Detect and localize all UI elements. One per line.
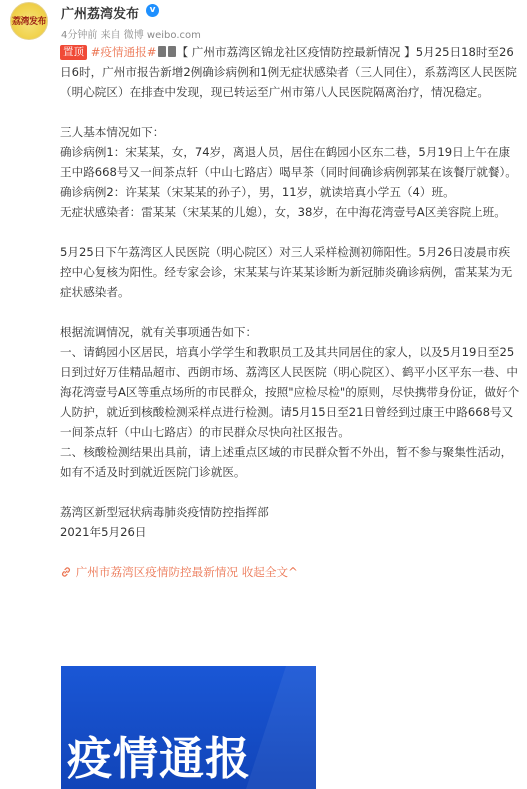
poster-title: 疫情通报 — [67, 732, 252, 785]
speaker-icon — [158, 46, 166, 57]
verified-badge-icon: v — [146, 4, 159, 17]
notice-2: 二、核酸检测结果出具前，请上述重点区域的市民群众暂不外出，暂不参与聚集性活动，如有不适及时到就近医院门诊就医。 — [60, 445, 513, 479]
post-source[interactable]: 微博 weibo.com — [123, 30, 201, 41]
collapse-arrow-icon: ^ — [288, 565, 298, 579]
section-title-notice: 根据流调情况，就有关事项通告如下： — [60, 325, 258, 339]
case-1: 确诊病例1：宋某某，女，74岁，离退人员，居住在鹤园小区东二巷，5月19日上午在康王中路668号又一间茶点轩（中山七路店）喝早茶（同时间确诊病例郭某在该餐厅就餐）。 — [60, 145, 517, 179]
collapse-button[interactable] — [242, 565, 298, 579]
post-meta — [61, 26, 201, 41]
speaker-icon — [168, 46, 176, 57]
account-name[interactable]: 广州荔湾发布 — [61, 7, 140, 22]
notice-1: 一、请鹤园小区居民，培真小学学生和教职员工及其共同居住的家人，以及5月19日至25日到过好万佳精品超市、西朗市场、荔湾区人民医院（明心院区）、鹤平小区平东一巷、中海花湾壹号A区等重点场所的市民群众，按照"应检尽检"的原则，尽快携带身份证，做好个人防护，就近到核酸检测采样点进行检测。请5月15日至21日曾经到过康王中路668号又一间茶点轩（中山七路店）的市民群众尽快向社区报告。 — [60, 345, 520, 439]
article-link-text: 广州市荔湾区疫情防控最新情况 — [75, 565, 239, 579]
post-intro-paragraph — [60, 42, 520, 102]
avatar[interactable] — [10, 2, 48, 40]
source-prefix: 来自 — [100, 30, 121, 41]
poster-decoration — [246, 666, 316, 789]
case-3: 无症状感染者：雷某某（宋某某的儿媳），女，38岁，在中海花湾壹号A区美容院上班。 — [60, 205, 506, 219]
article-link[interactable] — [60, 565, 242, 579]
post-link-row — [60, 562, 520, 582]
post-date: 2021年5月26日 — [60, 525, 147, 539]
post-intro: 5月25日18时至26日6时，广州市报告新增2例确诊病例和1例无症状感染者（三人同住），系荔湾区人民医院（明心院区）在排查中发现，现已转运至广州市第八人民医院隔离治疗，情况稳定。 — [60, 45, 517, 99]
link-icon — [60, 566, 72, 578]
test-result-paragraph: 5月25日下午荔湾区人民医院（明心院区）对三人采样检测初筛阳性。5月26日凌晨市疾控中心复核为阳性。经专家会诊，宋某某与许某某诊断为新冠肺炎确诊病例，雷某某为无症状感染者。 — [60, 245, 513, 299]
post-content — [60, 42, 520, 582]
signature: 荔湾区新型冠状病毒肺炎疫情防控指挥部 — [60, 505, 269, 519]
pinned-badge: 置顶 — [60, 45, 87, 60]
post-header — [0, 0, 527, 42]
collapse-text: 收起全文 — [241, 565, 289, 579]
hashtag-link[interactable]: #疫情通报# — [90, 45, 157, 59]
case-2: 确诊病例2：许某某（宋某某的孙子），男，11岁，就读培真小学五（4）班。 — [60, 185, 455, 199]
post-image[interactable] — [61, 666, 316, 789]
avatar-logo-text: 荔湾发布 — [11, 17, 46, 27]
section-title-cases: 三人基本情况如下： — [60, 125, 165, 139]
post-headline: 【 广州市荔湾区锦龙社区疫情防控最新情况 】 — [176, 45, 416, 59]
post-time[interactable]: 4分钟前 — [61, 30, 98, 41]
